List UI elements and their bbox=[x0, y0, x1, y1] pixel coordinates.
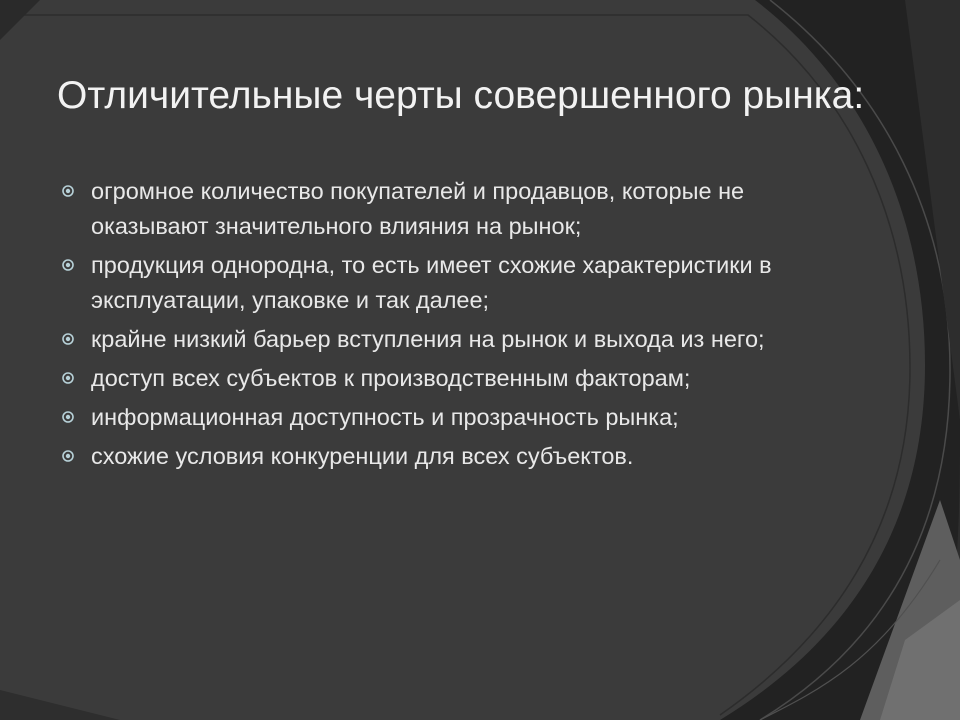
bullet-text: информационная доступность и прозрачность рынка; bbox=[91, 404, 679, 430]
ring-dot-icon bbox=[62, 259, 74, 271]
list-item bbox=[60, 439, 830, 474]
bullet-text: огромное количество покупателей и продавцов, которые не оказывают значительного влияния на рынок; bbox=[91, 178, 745, 239]
list-item bbox=[60, 400, 830, 435]
bullet-list bbox=[60, 174, 830, 478]
bullet-text: схожие условия конкуренции для всех субъектов. bbox=[91, 443, 634, 469]
list-item bbox=[60, 361, 830, 396]
ring-dot-icon bbox=[62, 411, 74, 423]
slide-title: Отличительные черты совершенного рынка: bbox=[57, 74, 865, 117]
ring-dot-icon bbox=[62, 333, 74, 345]
bullet-text: доступ всех субъектов к производственным факторам; bbox=[91, 365, 691, 391]
ring-dot-icon bbox=[62, 450, 74, 462]
bullet-text: продукция однородна, то есть имеет схожие характеристики в эксплуатации, упаковке и так далее; bbox=[91, 252, 772, 313]
list-item bbox=[60, 248, 830, 318]
ring-dot-icon bbox=[62, 185, 74, 197]
ring-dot-icon bbox=[62, 372, 74, 384]
list-item bbox=[60, 322, 830, 357]
bullet-text: крайне низкий барьер вступления на рынок и выхода из него; bbox=[91, 326, 765, 352]
list-item bbox=[60, 174, 830, 244]
